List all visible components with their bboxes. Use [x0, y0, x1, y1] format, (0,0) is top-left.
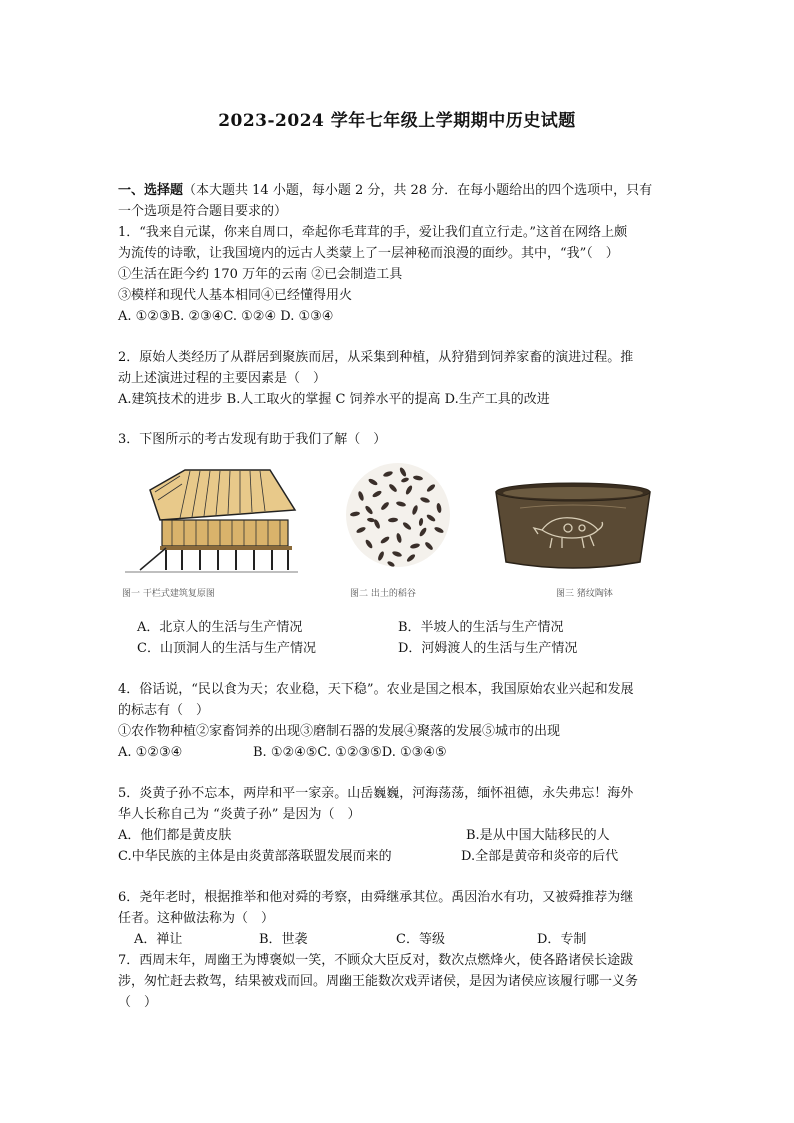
q7-line-2: 涉，匆忙赶去救驾，结果被戏而回。周幽王能数次戏弄诸侯，是因为诸侯应该履行哪一义务 — [118, 974, 639, 989]
q5-line-2: 华人长称自己为 “炎黄子孙” 是因为（ ） — [118, 807, 361, 822]
page-title: 2023-2024 学年七年级上学期期中历史试题 — [218, 111, 576, 131]
q1-options: A. ①②③B. ②③④C. ①②④ D. ①③④ — [118, 309, 334, 324]
q6-option-d: D．专制 — [537, 932, 587, 947]
q5-option-a: A．他们都是黄皮肤 — [118, 828, 232, 843]
q4-option-a: A. ①②③④ — [118, 745, 183, 760]
q1-line-3: ①生活在距今约 170 万年的云南 ②已会制造工具 — [118, 267, 403, 282]
section-desc: （本大题共 14 小题，每小题 2 分，共 28 分．在每小题给出的四个选项中，只有 — [183, 183, 653, 198]
q6-line-1: 6．尧年老时，根据推举和他对舜的考察，由舜继承其位。禹因治水有功，又被舜推荐为继 — [118, 890, 634, 905]
pottery-bowl-figure — [490, 478, 656, 574]
q5-option-d: D.全部是黄帝和炎帝的后代 — [461, 849, 619, 864]
q1-line-1: 1．“我来自元谋，你来自周口，牵起你毛茸茸的手，爱让我们直立行走。”这首在网络上颇 — [118, 225, 628, 240]
q4-line-2: 的标志有（ ） — [118, 703, 210, 718]
q5-line-1: 5．炎黄子孙不忘本，两岸和平一家亲。山岳巍巍，河海荡荡，缅怀祖德，永失弗忘！海外 — [118, 786, 634, 801]
q3-option-a: A．北京人的生活与生产情况 — [137, 620, 303, 635]
figure-3-caption: 图三 猪纹陶钵 — [556, 589, 613, 599]
q4-option-bcd: B. ①②④⑤C. ①②③⑤D. ①③④⑤ — [253, 745, 447, 760]
q6-line-2: 任者。这种做法称为（ ） — [118, 911, 275, 926]
q2-line-1: 2．原始人类经历了从群居到聚族而居，从采集到种植，从狩猎到饲养家畜的演进过程。推 — [118, 350, 634, 365]
q2-line-2: 动上述演进过程的主要因素是（ ） — [118, 371, 327, 386]
section-intro-line-1 — [118, 182, 652, 200]
section-heading: 一、选择题 — [118, 183, 184, 198]
q1-line-2: 为流传的诗歌，让我国境内的远古人类蒙上了一层神秘而浪漫的面纱。其中，“我”（ ） — [118, 246, 619, 261]
q3-option-b: B．半坡人的生活与生产情况 — [398, 620, 564, 635]
q6-option-c: C．等级 — [396, 932, 445, 947]
q3-option-d: D．河姆渡人的生活与生产情况 — [398, 641, 578, 656]
q4-line-1: 4．俗话说，“民以食为天；农业稳，天下稳”。农业是国之根本，我国原始农业兴起和发展 — [118, 682, 634, 697]
rice-grains-figure — [343, 460, 453, 570]
q6-option-b: B．世袭 — [259, 932, 308, 947]
figure-2-caption: 图二 出土的稻谷 — [350, 589, 416, 599]
q3-stem: 3．下图所示的考古发现有助于我们了解（ ） — [118, 432, 387, 447]
q4-line-3: ①农作物种植②家畜饲养的出现③磨制石器的发展④聚落的发展⑤城市的出现 — [118, 724, 561, 739]
q5-option-b: B.是从中国大陆移民的人 — [466, 828, 610, 843]
q1-line-4: ③模样和现代人基本相同④已经懂得用火 — [118, 288, 353, 303]
section-desc-2: 一个选项是符合题目要求的） — [118, 204, 288, 219]
q2-options: A.建筑技术的进步 B.人工取火的掌握 C 饲养水平的提高 D.生产工具的改进 — [118, 392, 550, 407]
q7-line-3: （ ） — [118, 995, 158, 1010]
figure-1-caption: 图一 干栏式建筑复原图 — [122, 589, 215, 599]
q7-line-1: 7．西周末年，周幽王为博褒姒一笑，不顾众大臣反对，数次点燃烽火，使各路诸侯长途跋 — [118, 953, 634, 968]
q3-option-c: C．山顶洞人的生活与生产情况 — [137, 641, 316, 656]
q6-option-a: A．禅让 — [134, 932, 183, 947]
q5-option-c: C.中华民族的主体是由炎黄部落联盟发展而来的 — [118, 849, 392, 864]
stilt-house-figure — [120, 462, 300, 578]
